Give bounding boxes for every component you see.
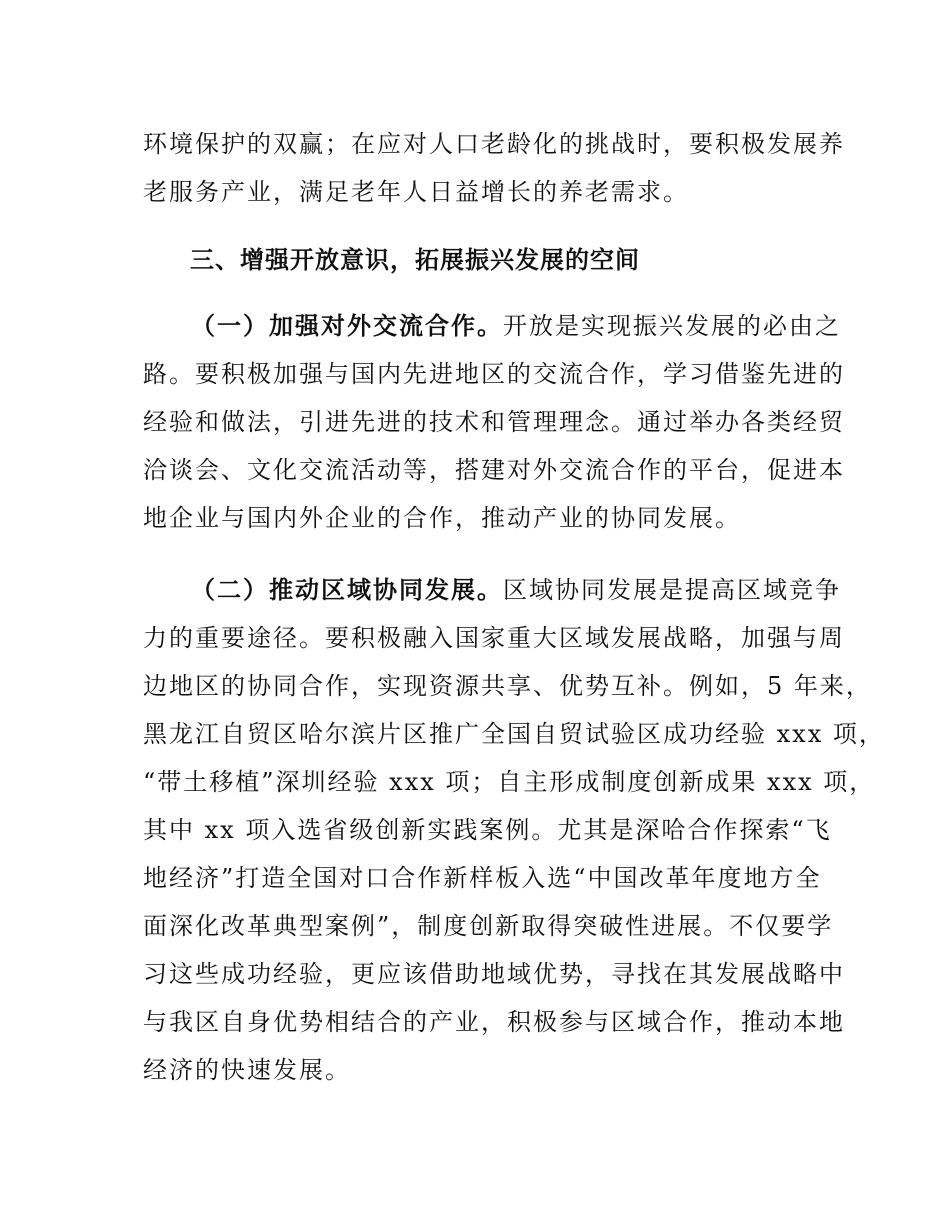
paragraph-first-line	[143, 566, 841, 614]
paragraph-first-line	[143, 302, 841, 350]
text-line: 洽谈会、文化交流活动等，搭建对外交流合作的平台，促进本	[143, 456, 845, 484]
text-line: 与我区自身优势相结合的产业，积极参与区域合作，推动本地	[143, 1008, 845, 1036]
paragraph-lead: （一）加强对外交流合作。	[191, 312, 503, 340]
paragraph-lead: （二）推动区域协同发展。	[191, 576, 503, 604]
text-line: 黑龙江自贸区哈尔滨片区推广全国自贸试验区成功经验 xxx 项，	[143, 720, 885, 748]
text-line: 环境保护的双赢；在应对人口老龄化的挑战时，要积极发展养	[143, 130, 845, 158]
text-line: 面深化改革典型案例”，制度创新取得突破性进展。不仅要学	[143, 912, 834, 940]
paragraph-first-line-text: 区域协同发展是提高区域竞争	[503, 576, 841, 604]
section-heading: 三、增强开放意识，拓展振兴发展的空间	[190, 246, 640, 274]
paragraph-first-line-text: 开放是实现振兴发展的必由之	[503, 312, 841, 340]
text-line: 地经济”打造全国对口合作新样板入选“中国改革年度地方全	[143, 864, 822, 892]
text-line: 地企业与国内外企业的合作，推动产业的协同发展。	[143, 504, 741, 532]
text-line: 路。要积极加强与国内先进地区的交流合作，学习借鉴先进的	[143, 360, 845, 388]
paragraph-regional-coordination	[143, 566, 885, 1094]
text-line: 经验和做法，引进先进的技术和管理理念。通过举办各类经贸	[143, 408, 845, 436]
text-line: 老服务产业，满足老年人日益增长的养老需求。	[143, 178, 689, 206]
text-line: 习这些成功经验，更应该借助地域优势，寻找在其发展战略中	[143, 960, 845, 988]
text-line: 经济的快速发展。	[143, 1056, 351, 1084]
text-line: 力的重要途径。要积极融入国家重大区域发展战略，加强与周	[143, 624, 845, 652]
text-line: 边地区的协同合作，实现资源共享、优势互补。例如，5 年来，	[143, 672, 872, 700]
text-line: 其中 xx 项入选省级创新实践案例。尤其是深哈合作探索“飞	[143, 816, 832, 844]
paragraph-exchange-cooperation	[143, 302, 845, 542]
text-line: “带土移植”深圳经验 xxx 项；自主形成制度创新成果 xxx 项，	[143, 768, 876, 796]
intro-paragraph	[143, 120, 845, 216]
